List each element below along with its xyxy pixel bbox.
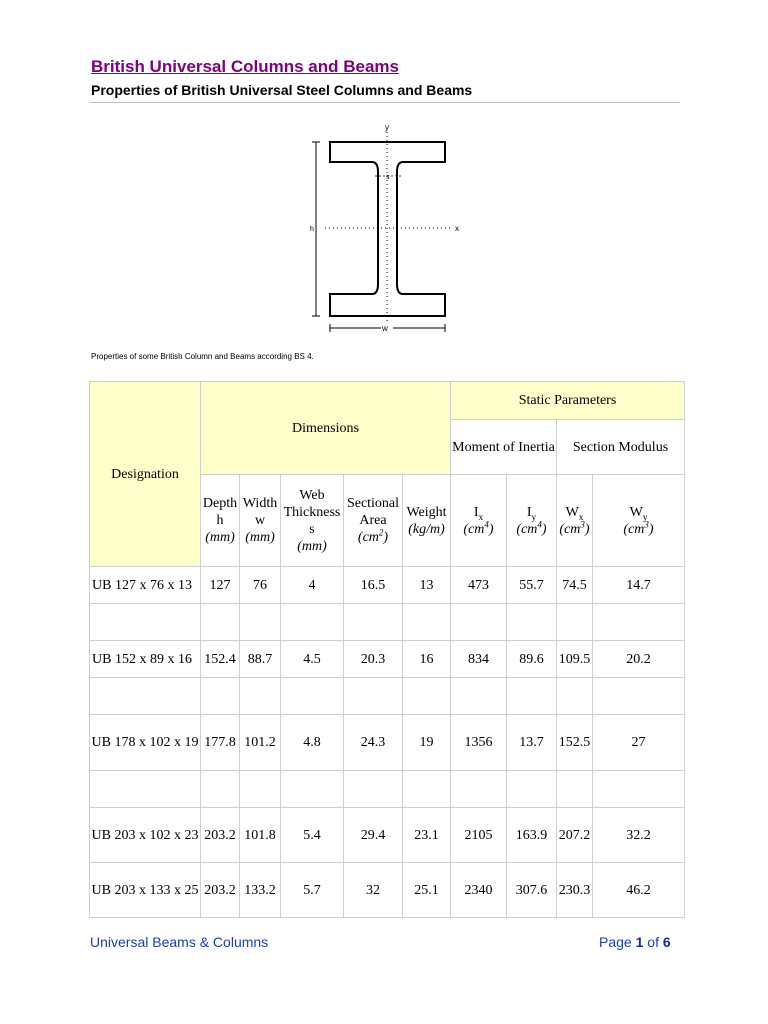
cell-w: 101.8 — [240, 808, 281, 863]
footer-page-indicator — [599, 934, 671, 950]
axis-y-label: y — [385, 123, 389, 132]
cell-h: 177.8 — [201, 715, 240, 771]
cell-s: 5.4 — [281, 808, 344, 863]
cell-area: 16.5 — [344, 567, 403, 604]
width-label: w — [382, 324, 388, 333]
cell-w: 101.2 — [240, 715, 281, 771]
axis-x-label: x — [455, 224, 459, 233]
cell-w: 76 — [240, 567, 281, 604]
cell-s: 4.5 — [281, 641, 344, 678]
page-label: Page — [599, 934, 632, 950]
header-rule — [90, 102, 680, 103]
cell-wy: 46.2 — [593, 863, 685, 918]
cell-wx: 74.5 — [557, 567, 593, 604]
header-depth: Depth h (mm) — [201, 475, 240, 567]
depth-label: h — [310, 226, 314, 233]
table-spacer-row — [90, 604, 685, 641]
cell-ix: 2340 — [451, 863, 507, 918]
cell-wy: 14.7 — [593, 567, 685, 604]
cell-area: 32 — [344, 863, 403, 918]
web-thickness-label: s — [386, 174, 390, 181]
header-section-modulus: Section Modulus — [557, 420, 685, 475]
header-ix: $I_x$ $(cm^4)$ — [451, 475, 507, 567]
header-designation: Designation — [90, 382, 201, 567]
header-width: Width w (mm) — [240, 475, 281, 567]
cell-iy: 163.9 — [507, 808, 557, 863]
footer-document-name: Universal Beams & Columns — [90, 934, 269, 950]
cell-wx: 109.5 — [557, 641, 593, 678]
cell-ix: 473 — [451, 567, 507, 604]
cell-wx: 152.5 — [557, 715, 593, 771]
table-spacer-row — [90, 678, 685, 715]
page-current: 1 — [635, 934, 644, 950]
cell-h: 152.4 — [201, 641, 240, 678]
document-title[interactable]: British Universal Columns and Beams — [91, 57, 399, 76]
cell-ix: 834 — [451, 641, 507, 678]
cell-weight: 25.1 — [403, 863, 451, 918]
header-web-thickness: Web Thickness s (mm) — [281, 475, 344, 567]
header-wx: $W_x$ $(cm^3)$ — [557, 475, 593, 567]
table-row — [90, 715, 685, 771]
cell-wy: 27 — [593, 715, 685, 771]
cell-ix: 1356 — [451, 715, 507, 771]
cell-weight: 19 — [403, 715, 451, 771]
cell-area: 24.3 — [344, 715, 403, 771]
page-total: 6 — [662, 934, 671, 950]
of-label: of — [647, 934, 659, 950]
cell-s: 4.8 — [281, 715, 344, 771]
header-iy: $I_y$ $(cm^4)$ — [507, 475, 557, 567]
cell-designation: UB 152 x 89 x 16 — [90, 641, 201, 678]
table-spacer-row — [90, 771, 685, 808]
cell-iy: 307.6 — [507, 863, 557, 918]
cell-h: 127 — [201, 567, 240, 604]
table-caption: Properties of some British Column and Beams according BS 4. — [91, 352, 314, 361]
cell-iy: 13.7 — [507, 715, 557, 771]
cell-designation: UB 127 x 76 x 13 — [90, 567, 201, 604]
cell-wy: 32.2 — [593, 808, 685, 863]
cell-designation: UB 203 x 133 x 25 — [90, 863, 201, 918]
cell-weight: 16 — [403, 641, 451, 678]
cell-h: 203.2 — [201, 808, 240, 863]
cell-weight: 23.1 — [403, 808, 451, 863]
header-wy: $W_y$ $(cm^3)$ — [593, 475, 685, 567]
header-moment-of-inertia: Moment of Inertia — [451, 420, 557, 475]
cell-area: 29.4 — [344, 808, 403, 863]
i-beam-section-diagram — [305, 120, 475, 340]
table-row — [90, 567, 685, 604]
cell-wx: 230.3 — [557, 863, 593, 918]
cell-designation: UB 178 x 102 x 19 — [90, 715, 201, 771]
table-row — [90, 863, 685, 918]
cell-wy: 20.2 — [593, 641, 685, 678]
cell-designation: UB 203 x 102 x 23 — [90, 808, 201, 863]
cell-w: 133.2 — [240, 863, 281, 918]
cell-area: 20.3 — [344, 641, 403, 678]
header-dimensions: Dimensions — [201, 382, 451, 475]
cell-h: 203.2 — [201, 863, 240, 918]
cell-iy: 55.7 — [507, 567, 557, 604]
cell-wx: 207.2 — [557, 808, 593, 863]
cell-iy: 89.6 — [507, 641, 557, 678]
header-sectional-area: Sectional Area $(cm^2)$ — [344, 475, 403, 567]
properties-table — [89, 381, 685, 918]
table-row — [90, 808, 685, 863]
table-row — [90, 641, 685, 678]
cell-s: 5.7 — [281, 863, 344, 918]
header-weight: Weight (kg/m) — [403, 475, 451, 567]
document-subtitle: Properties of British Universal Steel Columns and Beams — [91, 82, 473, 98]
cell-s: 4 — [281, 567, 344, 604]
cell-ix: 2105 — [451, 808, 507, 863]
header-static-parameters: Static Parameters — [451, 382, 685, 420]
cell-w: 88.7 — [240, 641, 281, 678]
cell-weight: 13 — [403, 567, 451, 604]
